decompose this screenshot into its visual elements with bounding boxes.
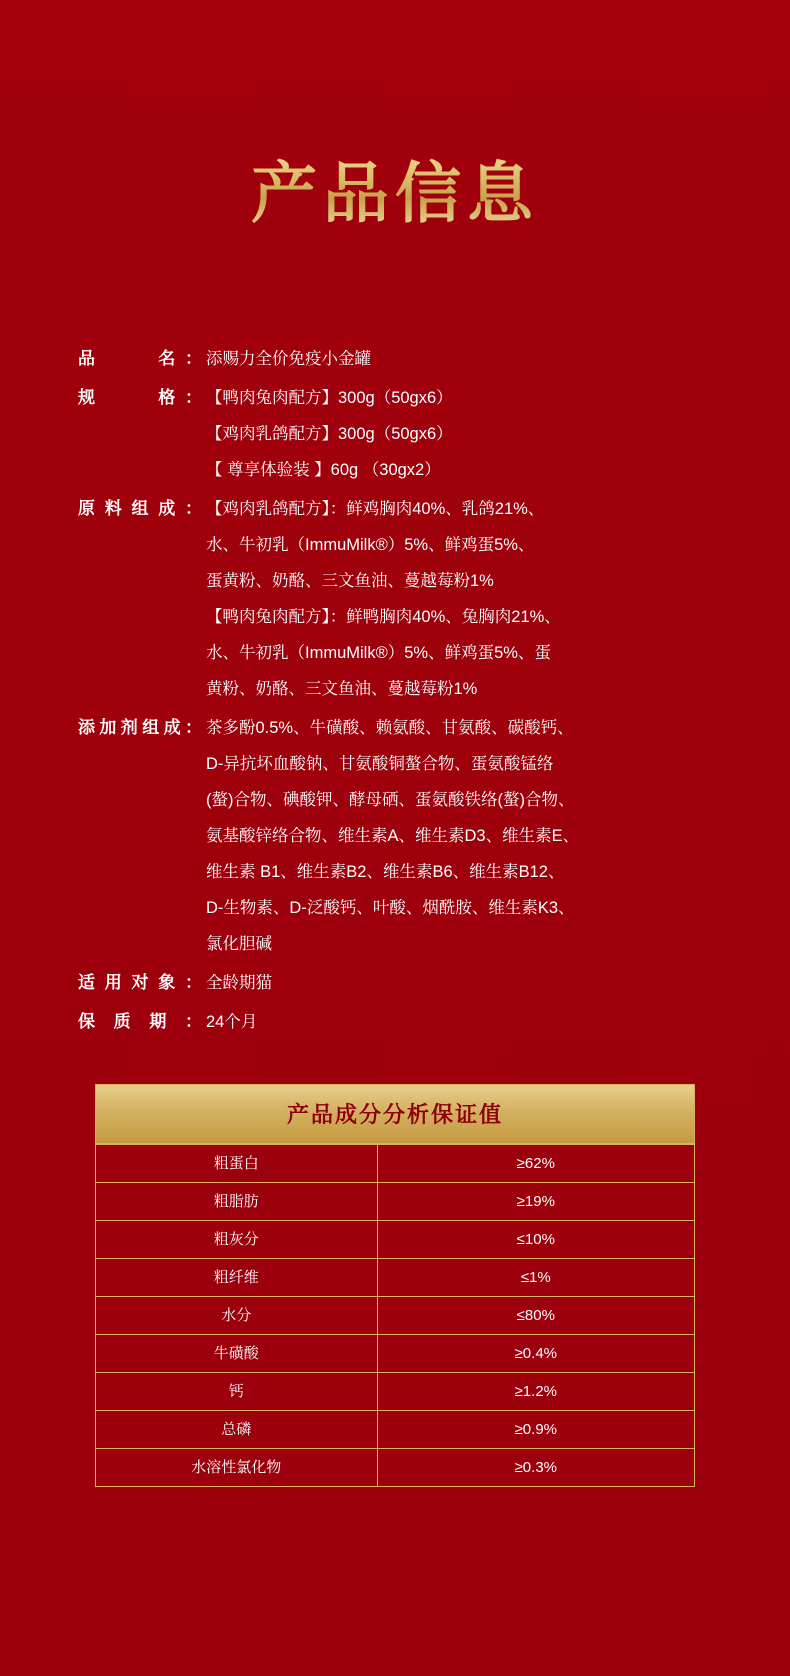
info-value: [206, 345, 730, 373]
table-cell-value: ≤80%: [377, 1297, 694, 1335]
info-value-line: 氯化胆碱: [206, 935, 272, 954]
info-row-product-name: [78, 345, 730, 373]
info-label: 品 名：: [78, 349, 202, 369]
table-cell-value: ≥0.9%: [377, 1411, 694, 1449]
nutrition-table-body: [96, 1144, 694, 1486]
table-row: [96, 1411, 694, 1449]
table-row: [96, 1183, 694, 1221]
table-cell-name: 粗蛋白: [96, 1145, 377, 1183]
info-value-line: 茶多酚0.5%、牛磺酸、赖氨酸、甘氨酸、碳酸钙、: [206, 719, 574, 738]
product-info-list: [0, 345, 790, 1036]
nutrition-table-header: 产品成分分析保证值: [96, 1085, 694, 1144]
table-row: [96, 1449, 694, 1487]
info-value-line: 【 尊享体验装 】60g （30gx2）: [206, 461, 441, 480]
info-value-line: 【鸡肉乳鸽配方】300g（50gx6）: [206, 425, 453, 444]
table-cell-value: ≥0.3%: [377, 1449, 694, 1487]
info-value-line: D-异抗坏血酸钠、甘氨酸铜螯合物、蛋氨酸锰络: [206, 755, 554, 774]
table-cell-value: ≤1%: [377, 1259, 694, 1297]
table-cell-name: 粗脂肪: [96, 1183, 377, 1221]
info-value-line: 【鸡肉乳鸽配方】：鲜鸡胸肉40%、乳鸽21%、: [206, 500, 545, 519]
table-row: [96, 1335, 694, 1373]
table-cell-name: 粗纤维: [96, 1259, 377, 1297]
info-label: 保质期：: [78, 1012, 202, 1032]
info-value: [206, 495, 730, 703]
info-value: [206, 1008, 730, 1036]
table-cell-value: ≤10%: [377, 1221, 694, 1259]
page-title: 产品信息: [251, 140, 539, 235]
table-cell-value: ≥62%: [377, 1145, 694, 1183]
info-value-line: 蛋黄粉、奶酪、三文鱼油、蔓越莓粉1%: [206, 572, 494, 591]
page-title-container: [0, 0, 790, 279]
info-label: 添加剂组成：: [78, 718, 202, 738]
info-value-line: 维生素 B1、维生素B2、维生素B6、维生素B12、: [206, 863, 565, 882]
info-row-additives: [78, 714, 730, 958]
info-row-target-audience: [78, 969, 730, 997]
info-row-ingredients: [78, 495, 730, 703]
table-cell-name: 水溶性氯化物: [96, 1449, 377, 1487]
table-cell-name: 水分: [96, 1297, 377, 1335]
info-value-line: (螯)合物、碘酸钾、酵母硒、蛋氨酸铁络(螯)合物、: [206, 791, 575, 810]
info-value-line: 【鸭肉兔肉配方】：鲜鸭胸肉40%、兔胸肉21%、: [206, 608, 561, 627]
table-cell-value: ≥1.2%: [377, 1373, 694, 1411]
table-cell-name: 粗灰分: [96, 1221, 377, 1259]
table-cell-name: 牛磺酸: [96, 1335, 377, 1373]
table-row: [96, 1221, 694, 1259]
info-value: [206, 384, 730, 484]
info-value-line: 水、牛初乳（ImmuMilk®）5%、鲜鸡蛋5%、蛋: [206, 644, 551, 663]
table-row: [96, 1373, 694, 1411]
table-cell-value: ≥0.4%: [377, 1335, 694, 1373]
nutrition-table: [95, 1084, 695, 1487]
info-value-line: 24个月: [206, 1013, 258, 1032]
info-value-line: 黄粉、奶酪、三文鱼油、蔓越莓粉1%: [206, 680, 478, 699]
info-value-line: 【鸭肉兔肉配方】300g（50gx6）: [206, 389, 453, 408]
table-cell-value: ≥19%: [377, 1183, 694, 1221]
info-label: 规 格：: [78, 388, 202, 408]
table-cell-name: 钙: [96, 1373, 377, 1411]
table-row: [96, 1145, 694, 1183]
info-row-shelf-life: [78, 1008, 730, 1036]
info-label: 原料组成：: [78, 499, 202, 519]
info-value: [206, 969, 730, 997]
table-row: [96, 1259, 694, 1297]
info-value-line: 添赐力全价免疫小金罐: [206, 350, 371, 369]
info-value-line: D-生物素、D-泛酸钙、叶酸、烟酰胺、维生素K3、: [206, 899, 575, 918]
info-row-specification: [78, 384, 730, 484]
info-label: 适用对象：: [78, 973, 202, 993]
info-value-line: 氨基酸锌络合物、维生素A、维生素D3、维生素E、: [206, 827, 580, 846]
table-row: [96, 1297, 694, 1335]
info-value-line: 全龄期猫: [206, 974, 272, 993]
info-value: [206, 714, 730, 958]
table-cell-name: 总磷: [96, 1411, 377, 1449]
info-value-line: 水、牛初乳（ImmuMilk®）5%、鲜鸡蛋5%、: [206, 536, 535, 555]
